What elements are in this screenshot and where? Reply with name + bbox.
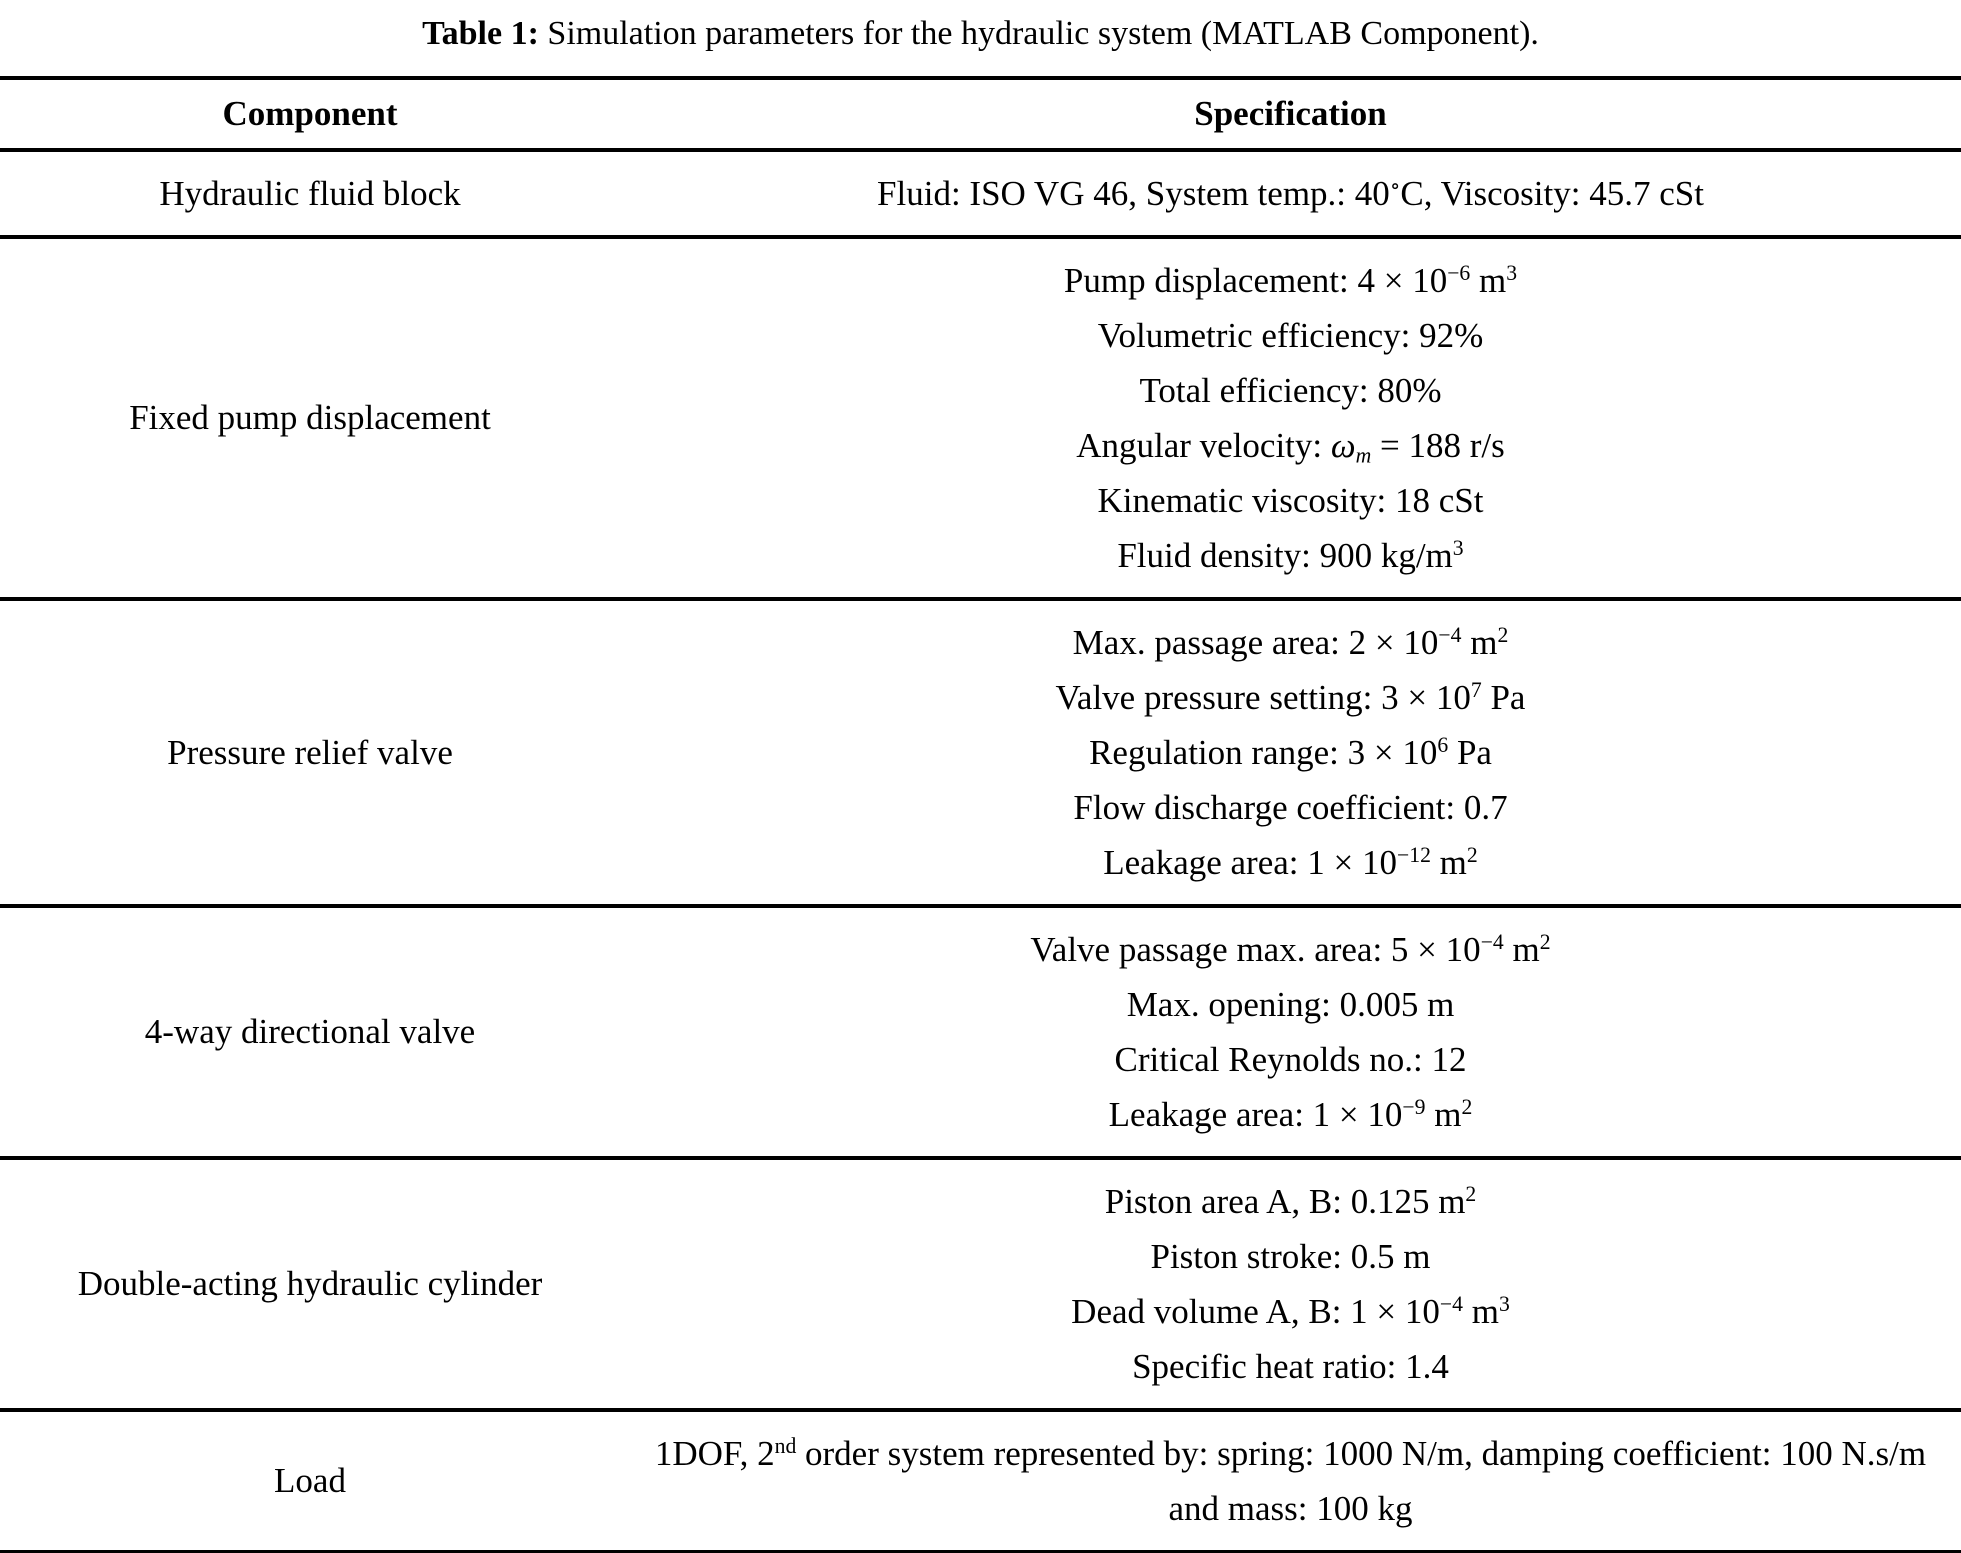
spec-line: Max. passage area: $2 \times 10^{-4}$ $m^2$ [1072, 623, 1509, 662]
spec-line: Flow discharge coefficient: 0.7 [1073, 788, 1508, 827]
column-header-component: Component [222, 94, 398, 133]
table-row [0, 599, 1961, 906]
component-cell: Load [274, 1461, 346, 1500]
spec-line: Specific heat ratio: 1.4 [1132, 1347, 1449, 1386]
column-header-specification: Specification [1194, 94, 1387, 133]
table-row [0, 906, 1961, 1158]
spec-line: Regulation range: $3 \times 10^6$ Pa [1089, 733, 1492, 772]
spec-line: Fluid: ISO VG 46, System temp.: 40∘C, Viscosity: 45.7 cSt [877, 174, 1704, 213]
component-cell: Fixed pump displacement [129, 398, 491, 437]
component-cell: 4-way directional valve [144, 1012, 476, 1051]
spec-line: Volumetric efficiency: 92% [1097, 316, 1484, 355]
spec-line: Angular velocity: $\omega_m = 188$ r/s [1076, 426, 1505, 468]
caption-text: Simulation parameters for the hydraulic system (MATLAB Component). [538, 15, 1539, 52]
spec-line: Piston area A, B: 0.125 $m^2$ [1104, 1182, 1477, 1221]
specification-cell [620, 1410, 1961, 1553]
component-cell: Hydraulic fluid block [159, 173, 461, 213]
spec-line: Leakage area: $1 \times 10^{-9}$ $m^2$ [1108, 1095, 1473, 1134]
caption-label: Table 1: [422, 15, 539, 52]
spec-line: Dead volume A, B: $1 \times 10^{-4}$ $m^3$ [1071, 1292, 1510, 1331]
spec-line: Total efficiency: 80% [1139, 371, 1442, 410]
spec-line: Leakage area: $1 \times 10^{-12}$ $m^2$ [1103, 843, 1478, 882]
component-cell: Pressure relief valve [167, 732, 453, 772]
spec-line: Pump displacement: $4 \times 10^{-6}$ $m^3$ [1063, 261, 1518, 300]
specification-cell [620, 599, 1961, 906]
spec-line: Valve passage max. area: $5 \times 10^{-4}$ $m^2$ [1030, 930, 1551, 969]
header-row [0, 78, 1961, 150]
specification-cell [620, 237, 1961, 599]
table-caption [0, 0, 1961, 56]
spec-line: Kinematic viscosity: 18 cSt [1097, 481, 1484, 520]
spec-line: Fluid density: 900 $kg/m^3$ [1117, 536, 1464, 575]
table-row [0, 150, 1961, 237]
spec-line: 1DOF, 2nd order system represented by: spring: 1000 N/m, damping coefficient: 100 N.s/m and mass: 100 kg [654, 1434, 1927, 1528]
parameters-table [0, 76, 1961, 1553]
table-row [0, 1158, 1961, 1410]
spec-line: Piston stroke: 0.5 m [1150, 1237, 1431, 1276]
table-row [0, 237, 1961, 599]
specification-cell [620, 150, 1961, 237]
component-cell: Double-acting hydraulic cylinder [77, 1264, 543, 1303]
specification-cell [620, 906, 1961, 1158]
specification-cell [620, 1158, 1961, 1410]
spec-line: Critical Reynolds no.: 12 [1114, 1040, 1467, 1079]
table-row [0, 1410, 1961, 1553]
table-body [0, 150, 1961, 1553]
spec-line: Max. opening: 0.005 m [1126, 985, 1455, 1024]
spec-line: Valve pressure setting: $3 \times 10^7$ Pa [1055, 678, 1526, 717]
